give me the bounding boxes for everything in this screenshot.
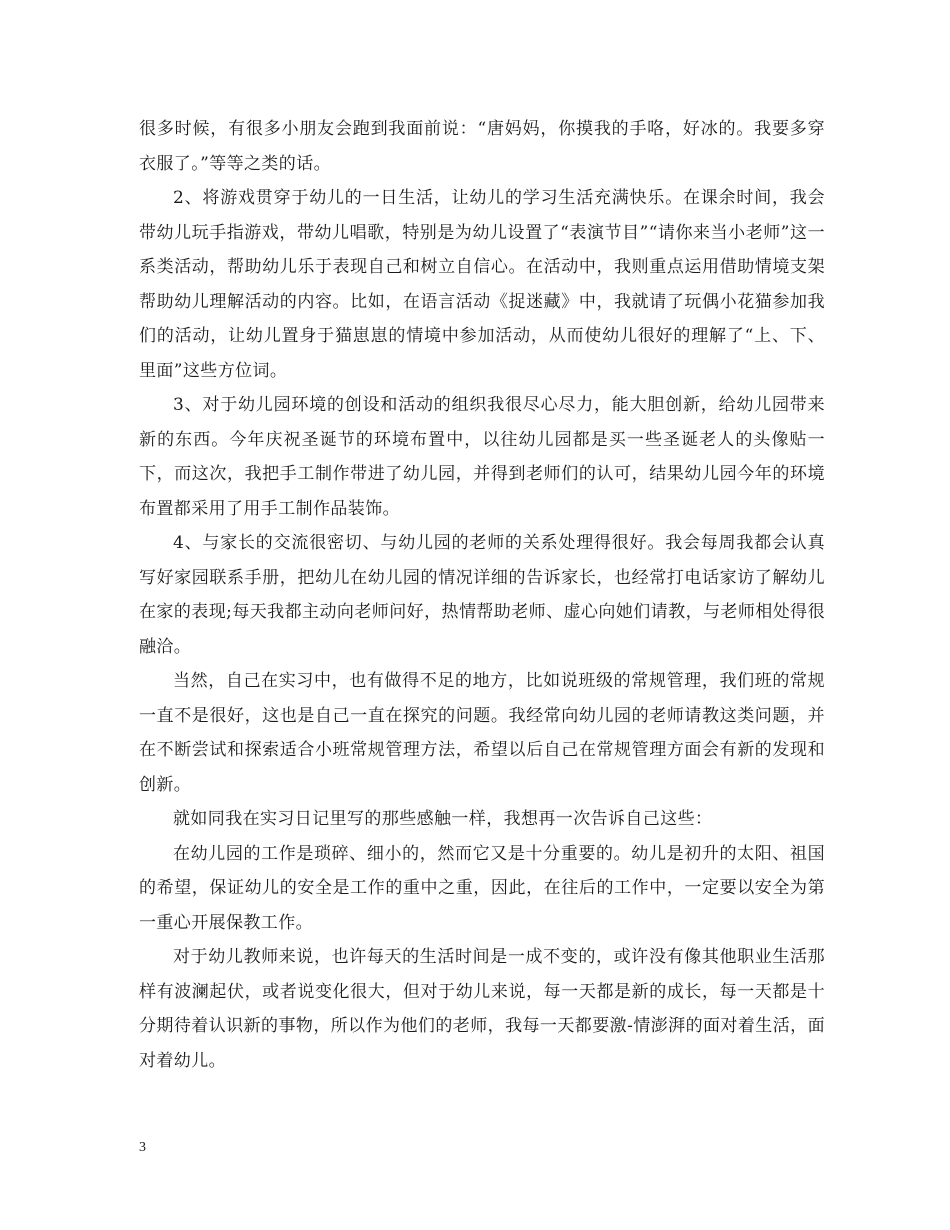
paragraph-shortcomings: 当然，自己在实习中，也有做得不足的地方，比如说班级的常规管理，我们班的常规一直不是很好，这也是自己一直在探究的问题。我经常向幼儿园的老师请教这类问题，并在不断尝试和探索适合小班常规管理方法，希望以后自己在常规管理方面会有新的发现和创新。 xyxy=(139,671,825,795)
paragraph-continuation: 很多时候，有很多小朋友会跑到我面前说：“唐妈妈，你摸我的手咯，好冰的。我要多穿衣服了。”等等之类的话。 xyxy=(139,119,825,174)
paragraph-item-2: 2、将游戏贯穿于幼儿的一日生活，让幼儿的学习生活充满快乐。在课余时间，我会带幼儿玩手指游戏，带幼儿唱歌，特别是为幼儿设置了“表演节目”“请你来当小老师”这一系类活动，帮助幼儿乐于表现自己和树立自信心。在活动中，我则重点运用借助情境支架帮助幼儿理解活动的内容。比如，在语言活动《捉迷藏》中，我就请了玩偶小花猫参加我们的活动，让幼儿置身于猫崽崽的情境中参加活动，从而使幼儿很好的理解了“上、下、里面”这些方位词。 xyxy=(139,188,825,381)
paragraph-teacher-passion: 对于幼儿教师来说，也许每天的生活时间是一成不变的，或许没有像其他职业生活那样有波澜起伏，或者说变化很大，但对于幼儿来说，每一天都是新的成长，每一天都是十分期待着认识新的事物，所以作为他们的老师，我每一天都要激-情澎湃的面对着生活，面对着幼儿。 xyxy=(139,947,825,1071)
page-number: 3 xyxy=(139,1140,146,1155)
paragraph-item-4: 4、与家长的交流很密切、与幼儿园的老师的关系处理得很好。我会每周我都会认真写好家园联系手册，把幼儿在幼儿园的情况详细的告诉家长，也经常打电话家访了解幼儿在家的表现;每天我都主动向老师问好，热情帮助老师、虚心向她们请教，与老师相处得很融洽。 xyxy=(139,533,825,657)
document-body xyxy=(139,112,825,1078)
paragraph-reflection-intro: 就如同我在实习日记里写的那些感触一样，我想再一次告诉自己这些： xyxy=(173,809,713,829)
paragraph-safety: 在幼儿园的工作是琐碎、细小的，然而它又是十分重要的。幼儿是初升的太阳、祖国的希望，保证幼儿的安全是工作的重中之重，因此，在往后的工作中，一定要以安全为第一重心开展保教工作。 xyxy=(139,843,825,933)
paragraph-item-3: 3、对于幼儿园环境的创设和活动的组织我很尽心尽力，能大胆创新，给幼儿园带来新的东西。今年庆祝圣诞节的环境布置中，以往幼儿园都是买一些圣诞老人的头像贴一下，而这次，我把手工制作带进了幼儿园，并得到老师们的认可，结果幼儿园今年的环境布置都采用了用手工制作品装饰。 xyxy=(139,395,825,519)
